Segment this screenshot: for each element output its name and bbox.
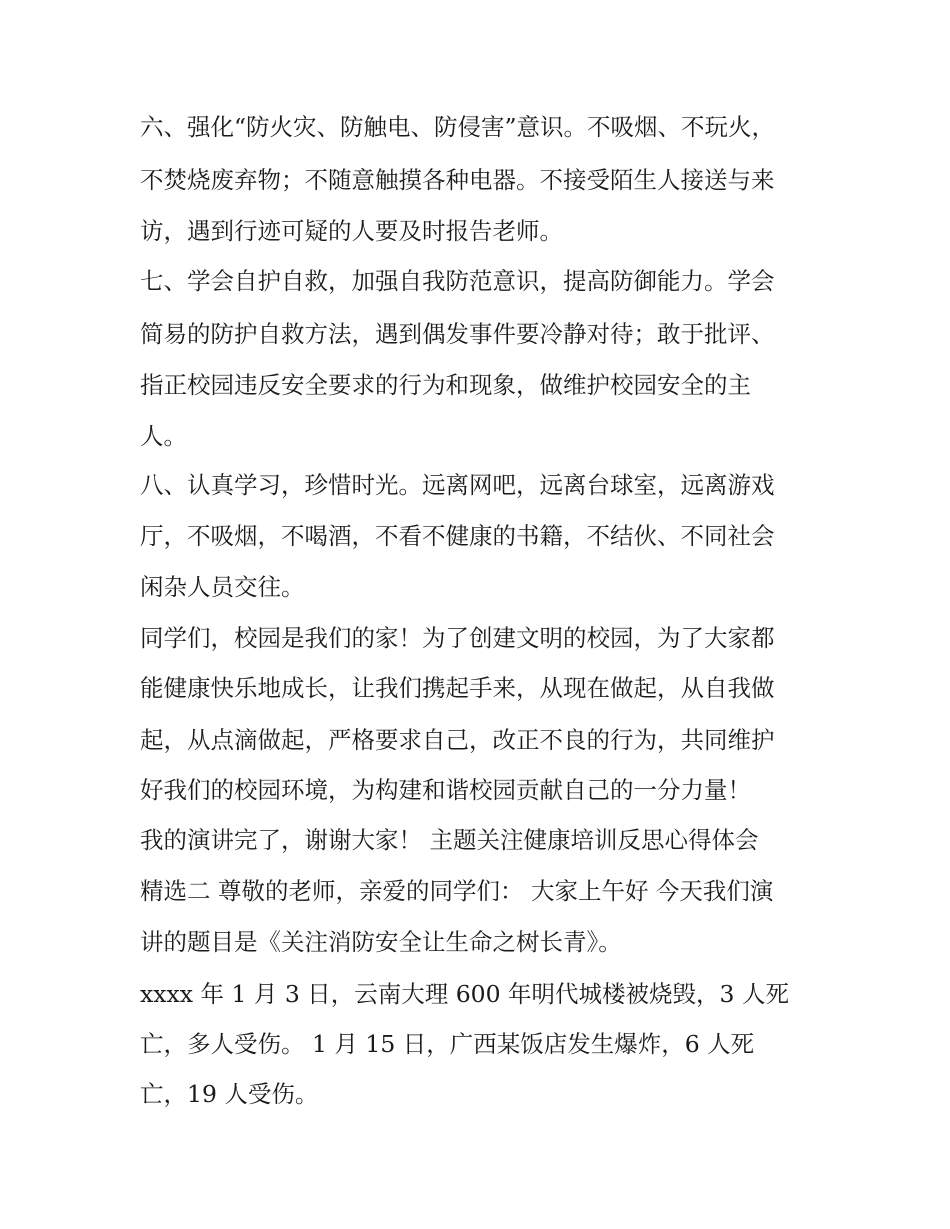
text-line: 访，遇到行迹可疑的人要及时报告老师。: [140, 217, 563, 245]
text-line: 亡，多人受伤。 1 月 15 日，广西某饭店发生爆炸，6 人死: [140, 1030, 755, 1058]
text-line: 不焚烧废弃物；不随意触摸各种电器。不接受陌生人接送与来: [140, 166, 775, 194]
text-line: 同学们，校园是我们的家！为了创建文明的校园，为了大家都: [140, 624, 775, 652]
text-line: 厅，不吸烟，不喝酒，不看不健康的书籍，不结伙、不同社会: [140, 522, 775, 550]
text-line: 我的演讲完了，谢谢大家！ 主题关注健康培训反思心得体会: [140, 826, 759, 854]
text-line: 指正校园违反安全要求的行为和现象，做维护校园安全的主: [140, 371, 751, 399]
text-line: 简易的防护自救方法，遇到偶发事件要冷静对待；敢于批评、: [140, 320, 775, 348]
text-line: 能健康快乐地成长，让我们携起手来，从现在做起，从自我做: [140, 674, 775, 702]
text-line: 人。: [140, 422, 187, 450]
text-line: 亡，19 人受伤。: [140, 1080, 319, 1108]
text-line: 起，从点滴做起，严格要求自己，改正不良的行为，共同维护: [140, 726, 775, 754]
text-line: 七、学会自护自救，加强自我防范意识，提高防御能力。学会: [140, 267, 775, 295]
text-line: xxxx 年 1 月 3 日，云南大理 600 年明代城楼被烧毁，3 人死: [140, 980, 789, 1008]
text-line: 精选二 尊敬的老师，亲爱的同学们： 大家上午好 今天我们演: [140, 877, 774, 905]
text-line: 六、强化“防火灾、防触电、防侵害”意识。不吸烟、不玩火，: [140, 113, 776, 141]
text-line: 好我们的校园环境，为构建和谐校园贡献自己的一分力量！: [140, 776, 751, 804]
text-line: 八、认真学习，珍惜时光。远离网吧，远离台球室，远离游戏: [140, 471, 775, 499]
text-line: 讲的题目是《关注消防安全让生命之树长青》。: [140, 928, 622, 956]
text-line: 闲杂人员交往。: [140, 573, 305, 601]
